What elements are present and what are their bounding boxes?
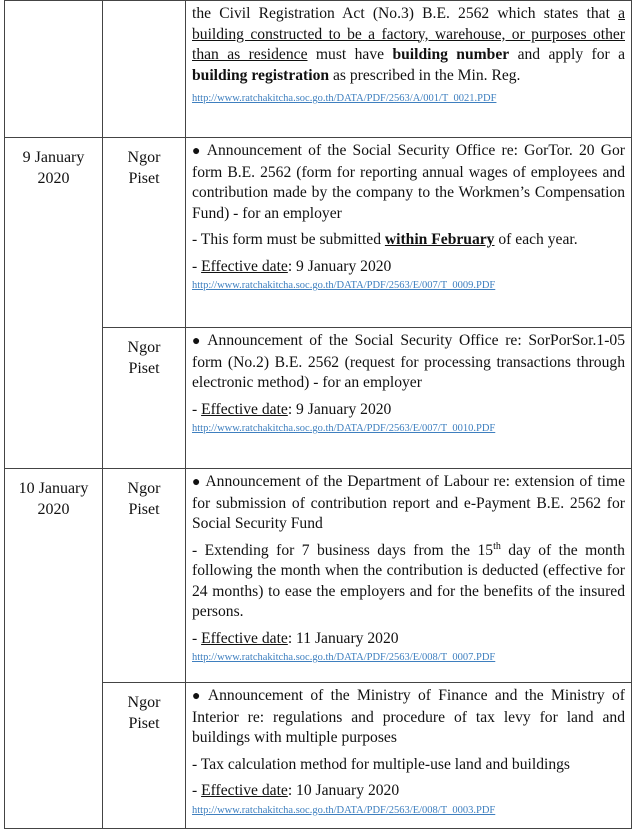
source-link[interactable]: http://www.ratchakitcha.soc.go.th/DATA/PDF/2563/E/007/T_0010.PDF [192, 423, 496, 434]
note-text: of each year. [494, 231, 578, 248]
date-text: 9 January [22, 149, 85, 166]
person-second-line: Piset [128, 170, 160, 187]
note [192, 541, 625, 623]
continuation-text: must have [307, 46, 393, 63]
headline-text: Announcement of the Department of Labour re: extension of time for submission of contribution report and e-Payment B.E. 2562 for Social Security Fund [192, 473, 625, 532]
table-row [5, 1, 632, 138]
continuation-text: and apply for a [509, 46, 625, 63]
description-cell [186, 469, 632, 683]
continuation-text: the Civil Registration Act (No.3) B.E. 2562 which states that [192, 5, 619, 22]
headline [192, 686, 625, 749]
note-emphasis: within February [384, 231, 495, 248]
effective-date-label: Effective date [201, 257, 288, 275]
bullet-icon: ● [192, 689, 204, 704]
effective-date [192, 400, 625, 421]
person-cell [103, 328, 186, 469]
effective-prefix: - [192, 400, 202, 418]
date-text: 10 January [18, 480, 89, 497]
source-link[interactable]: http://www.ratchakitcha.soc.go.th/DATA/PDF/2563/E/007/T_0009.PDF [192, 280, 496, 291]
bold-term-building-registration: building registration [192, 66, 330, 84]
effective-date-value: : 10 January 2020 [287, 782, 400, 799]
table-row [5, 138, 632, 328]
person-cell [103, 138, 186, 328]
note-text: - This form must be submitted [192, 231, 385, 248]
headline [192, 331, 625, 394]
person-first-line: Ngor [127, 694, 161, 711]
source-link[interactable]: http://www.ratchakitcha.soc.go.th/DATA/PDF/2563/E/008/T_0003.PDF [192, 804, 496, 816]
description-cell [186, 1, 632, 138]
bullet-icon: ● [192, 475, 202, 490]
bullet-icon: ● [192, 334, 204, 349]
headline [192, 141, 625, 224]
ordinal-suffix: th [493, 540, 501, 552]
effective-prefix: - [192, 629, 202, 647]
note-text: - Tax calculation method for multiple-use land and buildings [192, 755, 570, 773]
person-first-line: Ngor [127, 339, 161, 356]
effective-date-value: : 9 January 2020 [287, 257, 392, 275]
continuation-underlined-text: a building constructed to be a factory, warehouse, or purposes other than as residence [192, 5, 625, 63]
person-second-line: Piset [128, 715, 160, 732]
effective-date [192, 781, 625, 802]
headline-text: Announcement of the Social Security Office re: SorPorSor.1-05 form (No.2) B.E. 2562 (request for processing transactions through electronic method) - for an employer [192, 332, 625, 391]
effective-date-label: Effective date [201, 629, 288, 647]
effective-prefix: - [192, 257, 202, 275]
note-text: day of the month following the month when the contribution is deducted (effective for 24 months) to ease the employers and for the benefits of the insured persons. [192, 541, 625, 620]
note-text: - Extending for 7 business days from the 15 [192, 541, 494, 559]
continuation-paragraph [192, 4, 625, 86]
date-year: 2020 [37, 501, 70, 518]
person-first-line: Ngor [127, 480, 161, 497]
effective-date-value: : 11 January 2020 [287, 629, 399, 647]
date-cell-empty [5, 1, 103, 138]
effective-date [192, 257, 625, 278]
person-cell [103, 683, 186, 829]
description-cell [186, 683, 632, 829]
person-first-line: Ngor [127, 149, 161, 166]
bold-term-building-number: building number [392, 46, 510, 63]
date-year: 2020 [37, 170, 70, 187]
effective-date-value: : 9 January 2020 [287, 400, 392, 418]
bullet-icon: ● [192, 144, 203, 159]
note [192, 230, 625, 251]
headline-text: Announcement of the Ministry of Finance and the Ministry of Interior re: regulations and procedure of tax levy for land and buildings with multiple purposes [192, 687, 625, 746]
effective-date-label: Effective date [201, 400, 288, 418]
source-link[interactable]: http://www.ratchakitcha.soc.go.th/DATA/PDF/2563/E/008/T_0007.PDF [192, 652, 496, 663]
effective-date-label: Effective date [201, 782, 288, 799]
effective-date [192, 629, 625, 650]
description-cell [186, 328, 632, 469]
headline [192, 472, 625, 535]
table-row [5, 469, 632, 683]
note [192, 755, 625, 776]
date-cell [5, 469, 103, 829]
description-cell [186, 138, 632, 328]
person-cell-empty [103, 1, 186, 138]
person-second-line: Piset [128, 501, 160, 518]
continuation-text: as prescribed in the Min. Reg. [329, 66, 521, 84]
date-cell [5, 138, 103, 469]
announcements-table [4, 0, 632, 829]
effective-prefix: - [192, 782, 202, 799]
person-cell [103, 469, 186, 683]
headline-text: Announcement of the Social Security Office re: GorTor. 20 Gor form B.E. 2562 (form for reporting annual wages of employees and contribution made by the company to the Workmen’s Compensation Fund) - for an employer [192, 142, 625, 222]
source-link[interactable]: http://www.ratchakitcha.soc.go.th/DATA/PDF/2563/A/001/T_0021.PDF [192, 93, 497, 104]
person-second-line: Piset [128, 360, 160, 377]
